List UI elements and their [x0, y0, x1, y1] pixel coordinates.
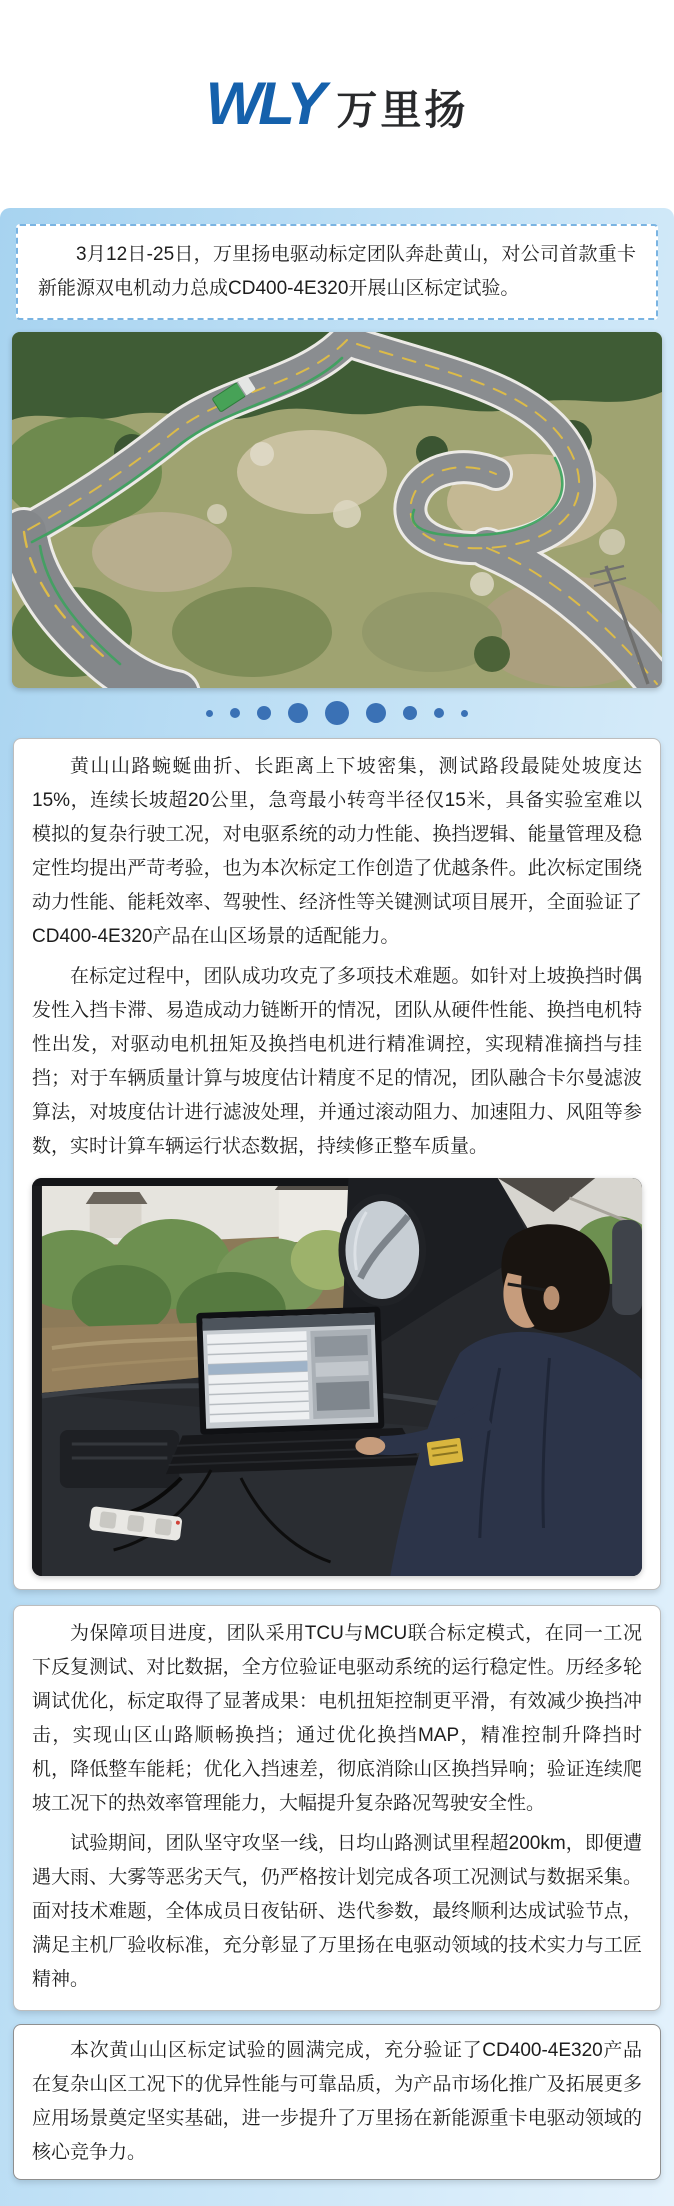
rearview-mirror [338, 1194, 426, 1306]
separator-dot [230, 708, 240, 718]
paragraph-team-dedication: 试验期间，团队坚守攻坚一线，日均山路测试里程超200km，即便遭遇大雨、大雾等恶劣天气，仍严格按计划完成各项工况测试与数据采集。面对技术难题，全体成员日夜钻研、迭代参数，最终顺利达成试验节点，满足主机厂验收标准，充分彰显了万里扬在电驱动领域的技术实力与工匠精神。 [32, 1833, 642, 1990]
photo-mountain-road [12, 332, 662, 688]
separator-dot [325, 701, 349, 725]
separator-dot [257, 706, 271, 720]
separator-dot [461, 710, 468, 717]
separator-dot [366, 703, 386, 723]
cab-calibration-illustration [32, 1178, 642, 1576]
paragraph-road-conditions: 黄山山路蜿蜒曲折、长距离上下坡密集，测试路段最陡处坡度达15%，连续长坡超20公里，急弯最小转弯半径仅15米，具备实验室难以模拟的复杂行驶工况，对电驱系统的动力性能、换挡逻辑、能量管理及稳定性均提出严苛考验，也为本次标定工作创造了优越条件。此次标定围绕动力性能、能耗效率、驾驶性、经济性等关键测试项目展开，全面验证了CD400-4E320产品在山区场景的适配能力。 [32, 756, 642, 947]
paragraph-technical-challenges: 在标定过程中，团队成功攻克了多项技术难题。如针对上坡换挡时偶发性入挡卡滞、易造成动力链断开的情况，团队从硬件性能、换挡电机特性出发，对驱动电机扭矩及换挡电机进行精准调控，实现精准摘挡与挂挡；对于车辆质量计算与坡度估计精度不足的情况，团队融合卡尔曼滤波算法，对坡度估计进行滤波处理，并通过滚动阻力、加速阻力、风阻等参数，实时计算车辆运行状态数据，持续修正整车质量。 [32, 966, 642, 1157]
paragraph-calibration-results: 为保障项目进度，团队采用TCU与MCU联合标定模式，在同一工况下反复测试、对比数据，全方位验证电驱动系统的运行稳定性。历经多轮调试优化，标定取得了显著成果：电机扭矩控制更平滑，有效减少换挡冲击，实现山区山路顺畅换挡；通过优化换挡MAP，精准控制升降挡时机，降低整车能耗；优化入挡速差，彻底消除山区换挡异响；验证连续爬坡工况下的热效率管理能力，大幅提升复杂路况驾驶安全性。 [32, 1623, 642, 1814]
mountain-road-illustration [12, 332, 662, 688]
conclusion-box [13, 2024, 661, 2180]
article-body [0, 208, 674, 2206]
dots-separator [0, 688, 674, 738]
separator-dot [206, 710, 213, 717]
warning-label [427, 1438, 464, 1466]
wly-logo [205, 70, 469, 137]
header [0, 0, 674, 208]
results-text-box [13, 1605, 661, 2011]
paragraph-conclusion: 本次黄山山区标定试验的圆满完成，充分验证了CD400-4E320产品在复杂山区工况下的优异性能与可靠品质，为产品市场化推广及拓展更多应用场景奠定坚实基础，进一步提升了万里扬在新能源重卡电驱动领域的核心竞争力。 [32, 2040, 642, 2163]
intro-paragraph: 3月12日-25日，万里扬电驱动标定团队奔赴黄山，对公司首款重卡新能源双电机动力总成CD400-4E320开展山区标定试验。 [38, 244, 636, 299]
photo-cab-calibration [32, 1178, 642, 1576]
wly-logo-chinese: 万里扬 [336, 87, 469, 133]
main-text-box [13, 738, 661, 1590]
separator-dot [403, 706, 417, 720]
separator-dot [288, 703, 308, 723]
wly-logo-text: WLY [205, 70, 323, 137]
separator-dot [434, 708, 444, 718]
intro-box [16, 224, 658, 320]
